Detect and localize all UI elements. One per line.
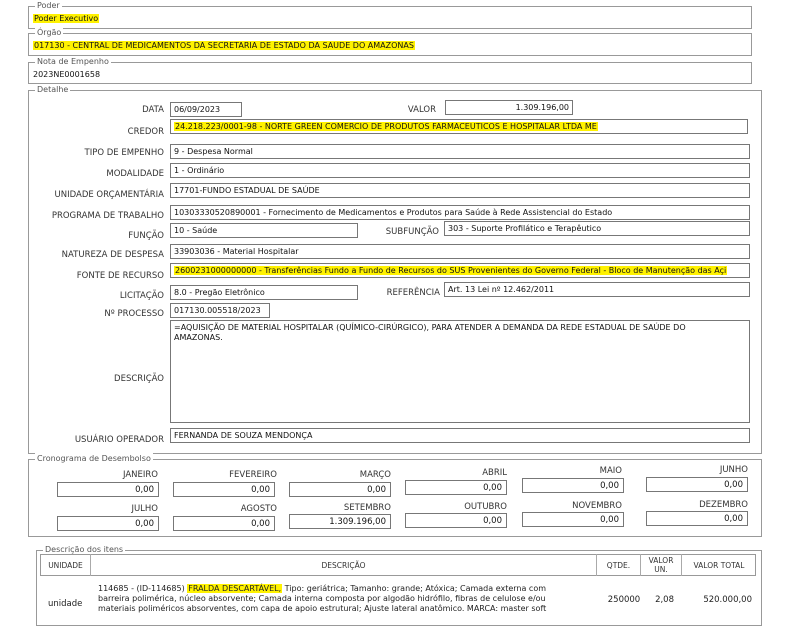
poder-legend: Poder: [37, 1, 60, 10]
valor-field: 1.309.196,00: [445, 100, 573, 115]
month-value-novembro: 0,00: [522, 512, 624, 527]
orgao-fieldset: [28, 28, 752, 56]
month-label-maio: MAIO: [599, 466, 622, 476]
referencia-field: Art. 13 Lei nº 12.462/2011: [444, 282, 750, 297]
credor-value: 24.218.223/0001-98 - NORTE GREEN COMERCIO DE PRODUTOS FARMACEUTICOS E HOSPITALAR LTDA ME: [175, 122, 597, 131]
nota-legend: Nota de Empenho: [37, 57, 109, 66]
fonte-field: [170, 263, 750, 278]
month-label-janeiro: JANEIRO: [122, 470, 158, 480]
usuario-label: USUÁRIO OPERADOR: [74, 435, 164, 445]
subfuncao-field: 303 - Suporte Profilático e Terapêutico: [444, 221, 750, 236]
month-value-dezembro: 0,00: [646, 511, 748, 526]
nota-value: 2023NE0001658: [33, 70, 101, 79]
month-label-novembro: NOVEMBRO: [572, 501, 622, 511]
row-desc-line1-rest: Tipo: geriátrica; Tamanho: grande; Atóxica; Camada externa com: [282, 584, 547, 593]
month-value-outubro: 0,00: [405, 513, 507, 528]
month-label-marco: MARÇO: [359, 470, 391, 480]
month-value-setembro: 1.309.196,00: [289, 514, 391, 529]
month-value-marco: 0,00: [289, 482, 391, 497]
header-valor-un: [641, 556, 681, 574]
month-label-julho: JULHO: [131, 504, 158, 514]
data-label: DATA: [142, 105, 164, 115]
processo-field: 017130.005518/2023: [170, 303, 270, 318]
month-label-junho: JUNHO: [719, 465, 748, 475]
month-label-setembro: SETEMBRO: [343, 503, 391, 513]
row-unidade: unidade: [48, 599, 83, 609]
natureza-label: NATUREZA DE DESPESA: [61, 250, 164, 260]
unidade-label: UNIDADE ORÇAMENTÁRIA: [54, 190, 164, 200]
descricao-field: [170, 320, 750, 423]
fonte-value: 2600231000000000 - Transferências Fundo a Fundo de Recursos do SUS Provenientes do Governo Federal - Bloco de Manutenção das Açi: [175, 266, 727, 275]
month-label-abril: ABRIL: [482, 468, 507, 478]
row-valor-total: 520.000,00: [703, 595, 752, 605]
processo-label: Nº PROCESSO: [104, 309, 164, 319]
tipo-field: 9 - Despesa Normal: [170, 144, 750, 159]
itens-legend: Descrição dos itens: [45, 545, 124, 554]
row-qtde: 250000: [607, 595, 641, 605]
cronograma-legend: Cronograma de Desembolso: [37, 454, 151, 463]
month-label-agosto: AGOSTO: [240, 504, 277, 514]
month-value-fevereiro: 0,00: [173, 482, 275, 497]
detalhe-legend: Detalhe: [37, 85, 69, 94]
header-valor-total: VALOR TOTAL: [693, 561, 745, 570]
month-value-agosto: 0,00: [173, 516, 275, 531]
credor-label: CREDOR: [127, 127, 164, 137]
month-label-outubro: OUTUBRO: [464, 502, 507, 512]
referencia-label: REFERÊNCIA: [386, 288, 440, 298]
licitacao-label: LICITAÇÃO: [119, 291, 164, 301]
descricao-line-2: AMAZONAS.: [174, 333, 223, 342]
descricao-label: DESCRIÇÃO: [114, 374, 164, 384]
table-row: [40, 580, 756, 620]
month-value-janeiro: 0,00: [57, 482, 159, 497]
month-value-junho: 0,00: [646, 477, 748, 492]
row-desc-line2: barreira polimérica, núcleo absorvente; Camada interna composta por algodão hidrófilo, fibras de celulose e/ou: [98, 594, 546, 603]
orgao-legend: Órgão: [37, 28, 62, 37]
row-desc-prefix: 114685 - (ID-114685): [98, 584, 188, 593]
funcao-field: 10 - Saúde: [170, 223, 358, 238]
month-label-dezembro: DEZEMBRO: [699, 500, 748, 510]
row-desc-line3: materiais poliméricos absorventes, com capa de apoio estrutural; Ajuste lateral anatômico. MARCA: master soft: [98, 604, 547, 613]
descricao-line-1: =AQUISIÇÃO DE MATERIAL HOSPITALAR (QUÍMICO-CIRÚRGICO), PARA ATENDER A DEMANDA DA REDE ESTADUAL DE SAÚDE DO: [174, 323, 686, 332]
month-value-julho: 0,00: [57, 516, 159, 531]
funcao-label: FUNÇÃO: [128, 231, 164, 241]
unidade-field: 17701-FUNDO ESTADUAL DE SAÚDE: [170, 183, 750, 198]
modalidade-field: 1 - Ordinário: [170, 163, 750, 178]
usuario-field: FERNANDA DE SOUZA MENDONÇA: [170, 428, 750, 443]
poder-fieldset: [28, 1, 752, 29]
programa-field: 10303330520890001 - Fornecimento de Medicamentos e Produtos para Saúde à Rede Assistencial do Estado: [170, 205, 750, 220]
licitacao-field: 8.0 - Pregão Eletrônico: [170, 285, 358, 300]
tipo-label: TIPO DE EMPENHO: [84, 148, 164, 158]
header-unidade: UNIDADE: [48, 561, 83, 570]
natureza-field: 33903036 - Material Hospitalar: [170, 244, 750, 259]
month-value-maio: 0,00: [522, 478, 624, 493]
month-value-abril: 0,00: [405, 480, 507, 495]
nota-fieldset: [28, 57, 752, 84]
header-valor-un-line2: UN.: [654, 565, 668, 574]
orgao-value: 017130 - CENTRAL DE MEDICAMENTOS DA SECRETARIA DE ESTADO DA SAUDE DO AMAZONAS: [34, 41, 414, 50]
row-desc-highlight: FRALDA DESCARTÁVEL,: [188, 584, 282, 593]
poder-value: Poder Executivo: [34, 14, 99, 23]
credor-field: [170, 119, 748, 134]
header-valor-un-line1: VALOR: [648, 556, 674, 565]
modalidade-label: MODALIDADE: [106, 169, 164, 179]
data-field: 06/09/2023: [170, 102, 242, 117]
header-descricao: DESCRIÇÃO: [321, 561, 366, 570]
subfuncao-label: SUBFUNÇÃO: [385, 227, 439, 237]
row-descricao: [98, 584, 628, 614]
valor-label: VALOR: [407, 105, 436, 115]
month-label-fevereiro: FEVEREIRO: [229, 470, 277, 480]
programa-label: PROGRAMA DE TRABALHO: [51, 211, 164, 221]
fonte-label: FONTE DE RECURSO: [76, 271, 164, 281]
row-valor-un: 2,08: [655, 595, 674, 605]
header-qtde: QTDE.: [606, 561, 631, 570]
